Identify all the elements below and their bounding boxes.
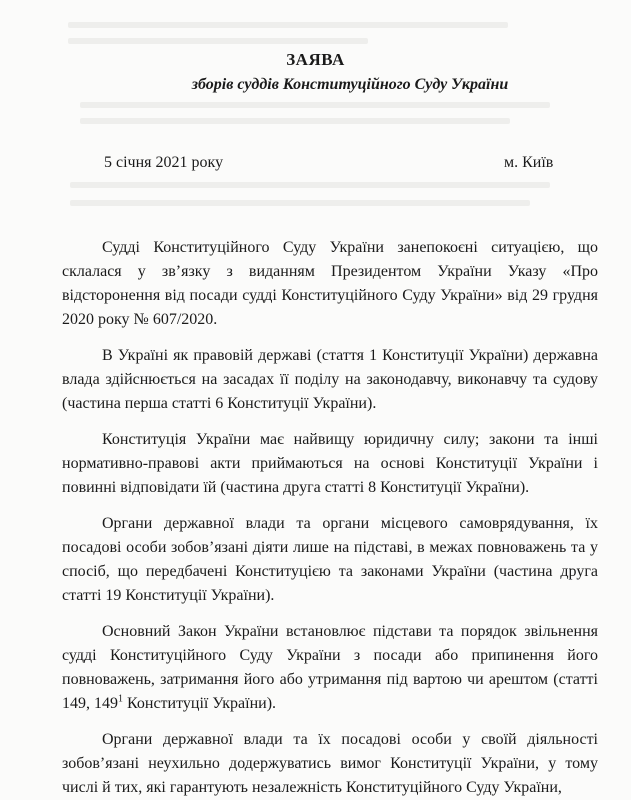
document-city: м. Київ: [504, 154, 554, 171]
paragraph: Конституція України має найвищу юридичну силу; закони та інші нормативно-правові акти приймаються на основі Конституції України і повинні відповідати їй (частина друга статті 8 Конституції України).: [62, 431, 598, 496]
show-through-line: [70, 182, 550, 188]
document-title: ЗАЯВА: [286, 50, 345, 69]
paragraph-text: Конституції України).: [123, 695, 277, 712]
show-through-line: [80, 102, 550, 108]
paragraph: Органи державної влади та їх посадові особи у своїй діяльності зобов’язані неухильно додержуватись вимог Конституції України, у тому числі й тих, які гарантують незалежність Конституційного Суду України,: [62, 731, 598, 796]
paragraph: Судді Конституційного Суду України занепокоєні ситуацією, що склалася у зв’язку з виданням Президентом України Указу «Про відсторонення від посади судді Конституційного Суду України» від 29 грудня 2020 року № 607/2020.: [62, 239, 598, 328]
paragraph: Органи державної влади та органи місцевого самоврядування, їх посадові особи зобов’язані діяти лише на підставі, в межах повноважень та у спосіб, що передбачені Конституцією та законами України (частина друга статті 19 Конституції України).: [62, 515, 598, 604]
document-subtitle: зборів суддів Конституційного Суду України: [191, 76, 509, 93]
document-date: 5 січня 2021 року: [104, 154, 224, 171]
paragraph: [62, 620, 598, 716]
paragraph-text: Основний Закон України встановлює підстави та порядок звільнення судді Конституційного Суду України з посади або припинення його повноважень, затримання його або утримання під вартою чи арештом (статті 149, 149: [62, 623, 598, 712]
show-through-line: [80, 118, 510, 124]
show-through-line: [68, 38, 368, 44]
show-through-line: [68, 22, 508, 28]
show-through-line: [70, 200, 530, 206]
superscript: 1: [118, 693, 123, 705]
paragraph: В Україні як правовій державі (стаття 1 Конституції України) державна влада здійснюється на засадах її поділу на законодавчу, виконавчу та судову (частина перша статті 6 Конституції України).: [62, 347, 598, 412]
document-body: [62, 236, 598, 800]
